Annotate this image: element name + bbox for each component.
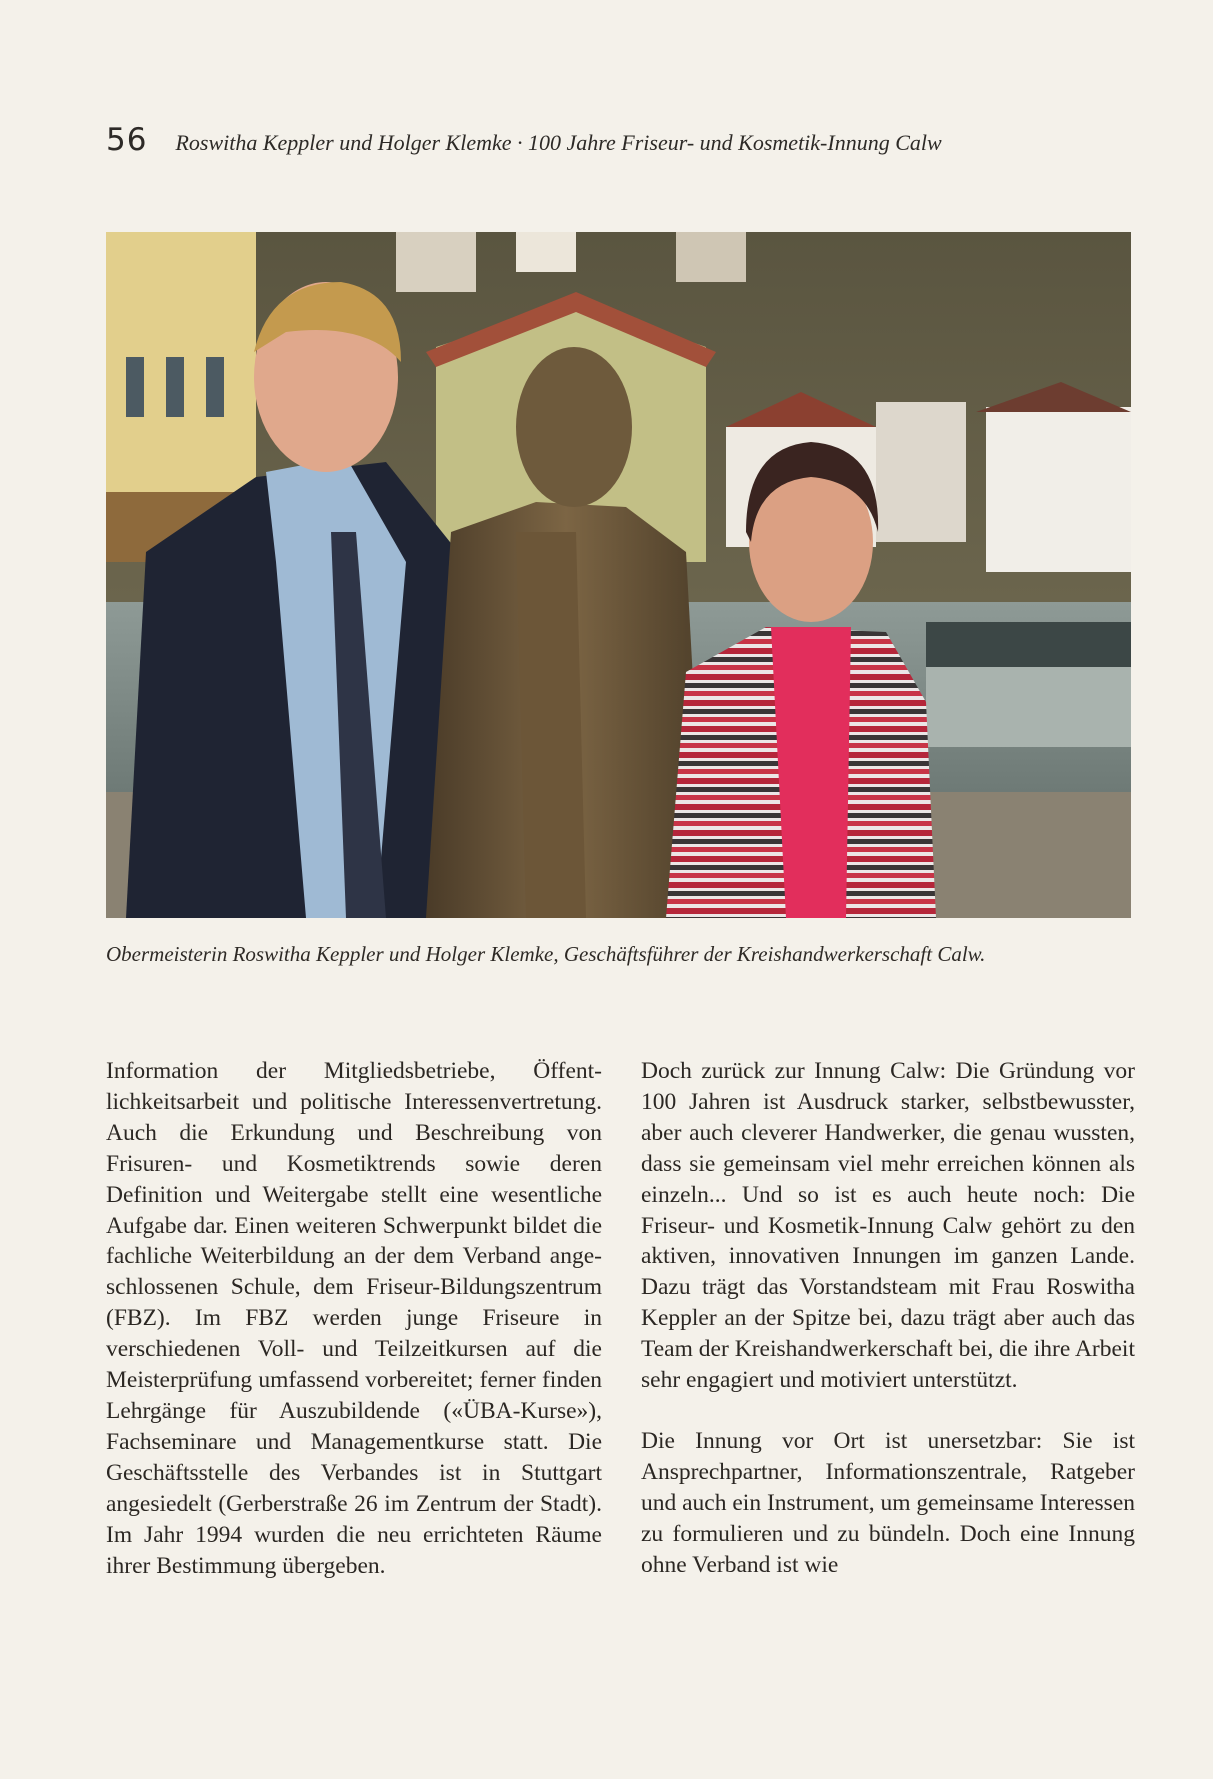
body-paragraph: Doch zurück zur Innung Calw: Die Gründung vor 100 Jahren ist Ausdruck starker, selbstbewusster, aber auch cleverer Handwerker, die genau wussten, dass sie gemeinsam viel mehr erreichen können als einzeln... Und so ist es auch heute noch: Die Friseur- und Kosmetik-Innung Calw gehört zu den aktiven, innovativen Innungen im ganzen Lande. Dazu trägt das Vorstandsteam mit Frau Roswitha Keppler an der Spitze bei, dazu trägt aber auch das Team der Kreishandwerkerschaft bei, die ihre Arbeit sehr engagiert und motiviert unterstützt.	[641, 1058, 1135, 1394]
body-paragraph: Die Innung vor Ort ist unersetzbar: Sie ist Ansprechpartner, Informationszentrale, Ratgeber und auch ein Instrument, um gemeinsame Interessen zu formulieren und zu bündeln. Doch eine Innung ohne Verband ist wie	[641, 1427, 1136, 1578]
photo-caption: Obermeisterin Roswitha Keppler und Holger Klemke, Geschäftsführer der Kreishandwerkerschaft Calw.	[106, 942, 986, 966]
left-column	[106, 1056, 602, 1581]
running-title: Roswitha Keppler und Holger Klemke · 100 Jahre Friseur- und Kosmetik-Innung Calw	[175, 130, 942, 155]
photo-image	[106, 232, 1131, 918]
page-number: 56	[106, 122, 148, 158]
page-header	[106, 122, 942, 158]
photo-figure	[106, 232, 1131, 918]
right-column	[641, 1056, 1135, 1581]
body-paragraph: Information der Mitgliedsbetriebe, Öffentlichkeitsarbeit und politische Interessenvertretung. Auch die Erkundung und Beschreibung von Frisuren- und Kosmetiktrends sowie deren Definition und Weitergabe stellt eine wesentliche Aufgabe dar. Einen weiteren Schwerpunkt bildet die fachliche Weiterbildung an der dem Verband angeschlossenen Schule, dem Friseur-Bildungszentrum (FBZ). Im FBZ werden junge Friseure in verschiedenen Voll- und Teilzeitkursen auf die Meisterprüfung umfassend vorbereitet; ferner finden Lehrgänge für Auszubildende («ÜBA-Kurse»), Fachseminare und Managementkurse statt. Die Geschäftsstelle des Verbandes ist in Stuttgart angesiedelt (Gerberstraße 26 im Zentrum der Stadt). Im Jahr 1994 wurden die neu errichteten Räume ihrer Bestimmung übergeben.	[106, 1058, 602, 1579]
